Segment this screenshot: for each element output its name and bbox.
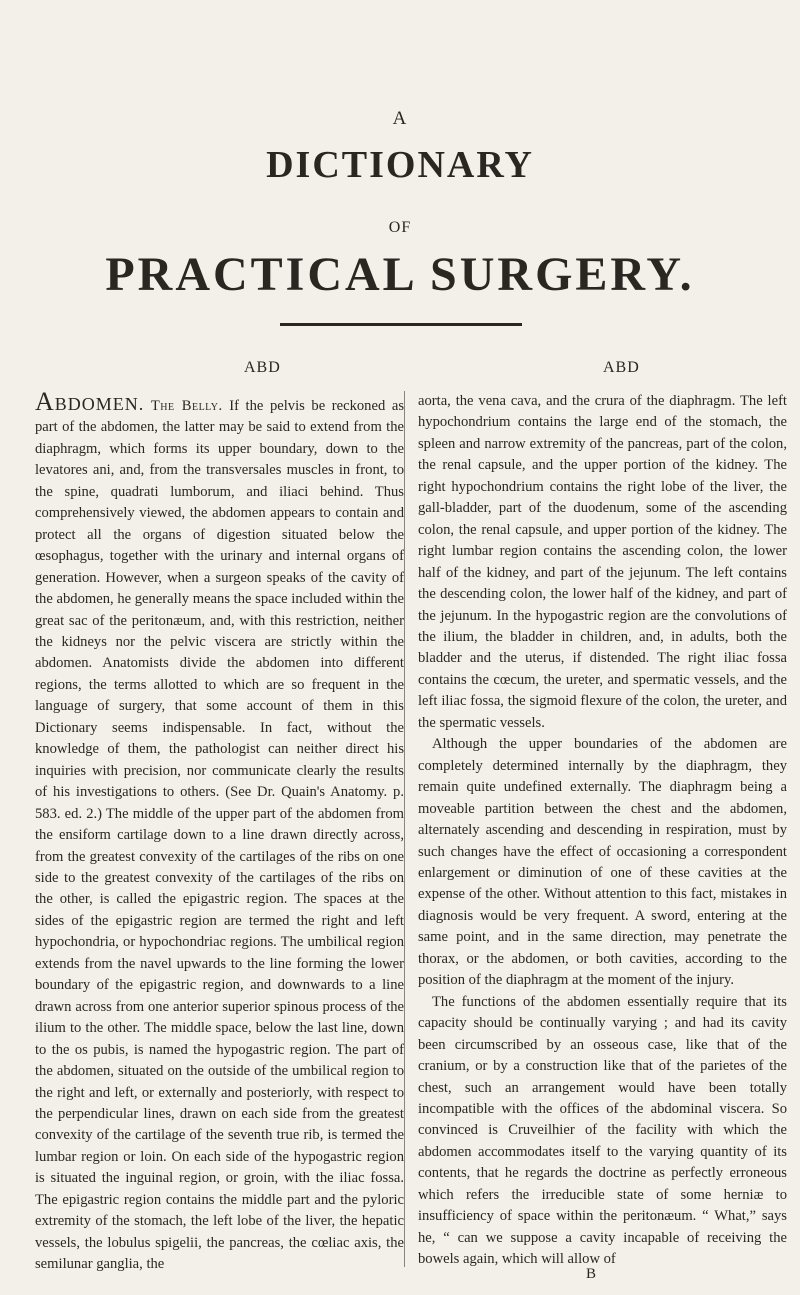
right-paragraph-1: aorta, the vena cava, and the crura of the diaphragm. The left hypochondrium contains the large end of the stomach, the spleen and narrow extremity of the pancreas, part of the colon, the renal capsule, and the upper portion of the kidney. The right hypochondrium contains the right lobe of the liver, the gall-bladder, part of the duodenum, some of the ascending colon, the renal capsule, and upper portion of the kidney. The right lumbar region contains the ascending colon, the lower half of the kidney, and part of the jejunum. The left contains the descending colon, the lower half of the kidney, and part of the jejunum. In the hypogastric region are the convolutions of the ilium, the bladder in children, and, in adults, both the bladder and the uterus, if distended. The right iliac fossa contains the cœcum, the ureter, and spermatic vessels, and the left iliac fossa, the sigmoid flexure of the colon, the ureter, and the spermatic vessels. [418, 393, 787, 731]
subhead: The Belly. [150, 398, 223, 414]
left-column [35, 391, 404, 1281]
title-of: OF [388, 219, 412, 236]
entry-paragraph-1 [35, 391, 404, 1276]
left-column-text: If the pelvis be reckoned as part of the abdomen, the latter may be said to extend from the diaphragm, which forms its upper boundary, down to the levatores ani, and, from the transversales muscles in front, to the spine, quadrati lumborum, and iliaci behind. Thus comprehensively viewed, the abdomen appears to contain and protect all the organs of digestion situated below the œsophagus, together with the urinary and internal organs of generation. However, when a surgeon speaks of the cavity of the abdomen, he generally means the space included within the great sac of the peritonæum, and, with this restriction, neither the kidneys nor the pelvic viscera are strictly within the abdomen. Anatomists divide the abdomen into different regions, the terms allotted to which are so frequent in the language of surgery, that some account of them in this Dictionary seems indispensable. In fact, without the knowledge of them, the pathologist can neither direct his inquiries with precision, nor communicate clearly the results of his investigations to others. (See Dr. Quain's Anatomy. p. 583. ed. 2.) The middle of the upper part of the abdomen from the ensiform cartilage down to a line drawn directly across, from the greatest convexity of the cartilages of the ribs on one side to the greatest convexity of the cartilages of the ribs on the other, is called the epigastric region. The spaces at the sides of the epigastric region are termed the right and left hypochondria, or hypochondriac regions. The umbilical region extends from the navel upwards to the line forming the lower boundary of the epigastric region, and downwards to a line drawn across from one anterior superior spinous process of the ilium to the other. The middle space, below the last line, down to the os pubis, is named the hypogastric region. The part of the abdomen, situated on the outside of the umbilical region to the right and left, or externally and posteriorly, with respect to the perpendicular lines, drawn on each side from the greatest convexity of the cartilage of the seventh true rib, is termed the lumbar region or loin. On each side of the hypogastric region is situated the inguinal region, or groin, with the iliac fossa. The epigastric region contains the middle part and the pyloric extremity of the stomach, the left lobe of the liver, the hepatic vessels, the lobulus spigelii, the pancreas, the cœliac axis, the semilunar ganglia, the [35, 398, 404, 1273]
headword-initial: A [35, 391, 55, 416]
signature-mark: B [586, 1266, 597, 1282]
running-head-right: ABD [603, 359, 640, 376]
column-divider [404, 391, 405, 1267]
right-paragraph-3: The functions of the abdomen essentially require that its capacity should be continually varying ; and had its cavity been circumscribed by an osseous case, like that of the cranium, or by a construction like that of the parietes of the chest, such an arrangement would have been totally incompatible with the offices of the abdominal viscera. So convinced is Cruveilhier of the facility with which the abdomen accommodates itself to the varying quantity of its contents, that he regards the doctrine as perfectly erroneous which refers the irreducible state of some herniæ to insufficiency of space within the peritonæum. “ What,” says he, “ can we suppose a cavity incapable of receiving the bowels again, which will allow of [418, 993, 787, 1268]
headword [35, 391, 145, 416]
running-head-left: ABD [244, 359, 281, 376]
title-practical-surgery: PRACTICAL SURGERY. [105, 248, 695, 301]
title-rule [280, 323, 522, 326]
title-dictionary: DICTIONARY [266, 144, 534, 186]
right-paragraph-2: Although the upper boundaries of the abdomen are completely determined internally by the diaphragm, they remain quite undefined externally. The diaphragm being a moveable partition between the chest and the abdomen, alternately ascending and descending in respiration, must by such changes have the effect of occasioning a correspondent enlargement or diminution of one of these cavities at the expense of the other. Without attention to this fact, mistakes in diagnosis would be very frequent. A sword, entering at the same point, and in the same direction, may penetrate the thorax, or the abdomen, or both cavities, according to the position of the diaphragm at the moment of the injury. [418, 736, 787, 989]
right-column [418, 391, 787, 1281]
headword-rest: BDOMEN. [54, 394, 145, 414]
title-article: A [392, 108, 408, 129]
